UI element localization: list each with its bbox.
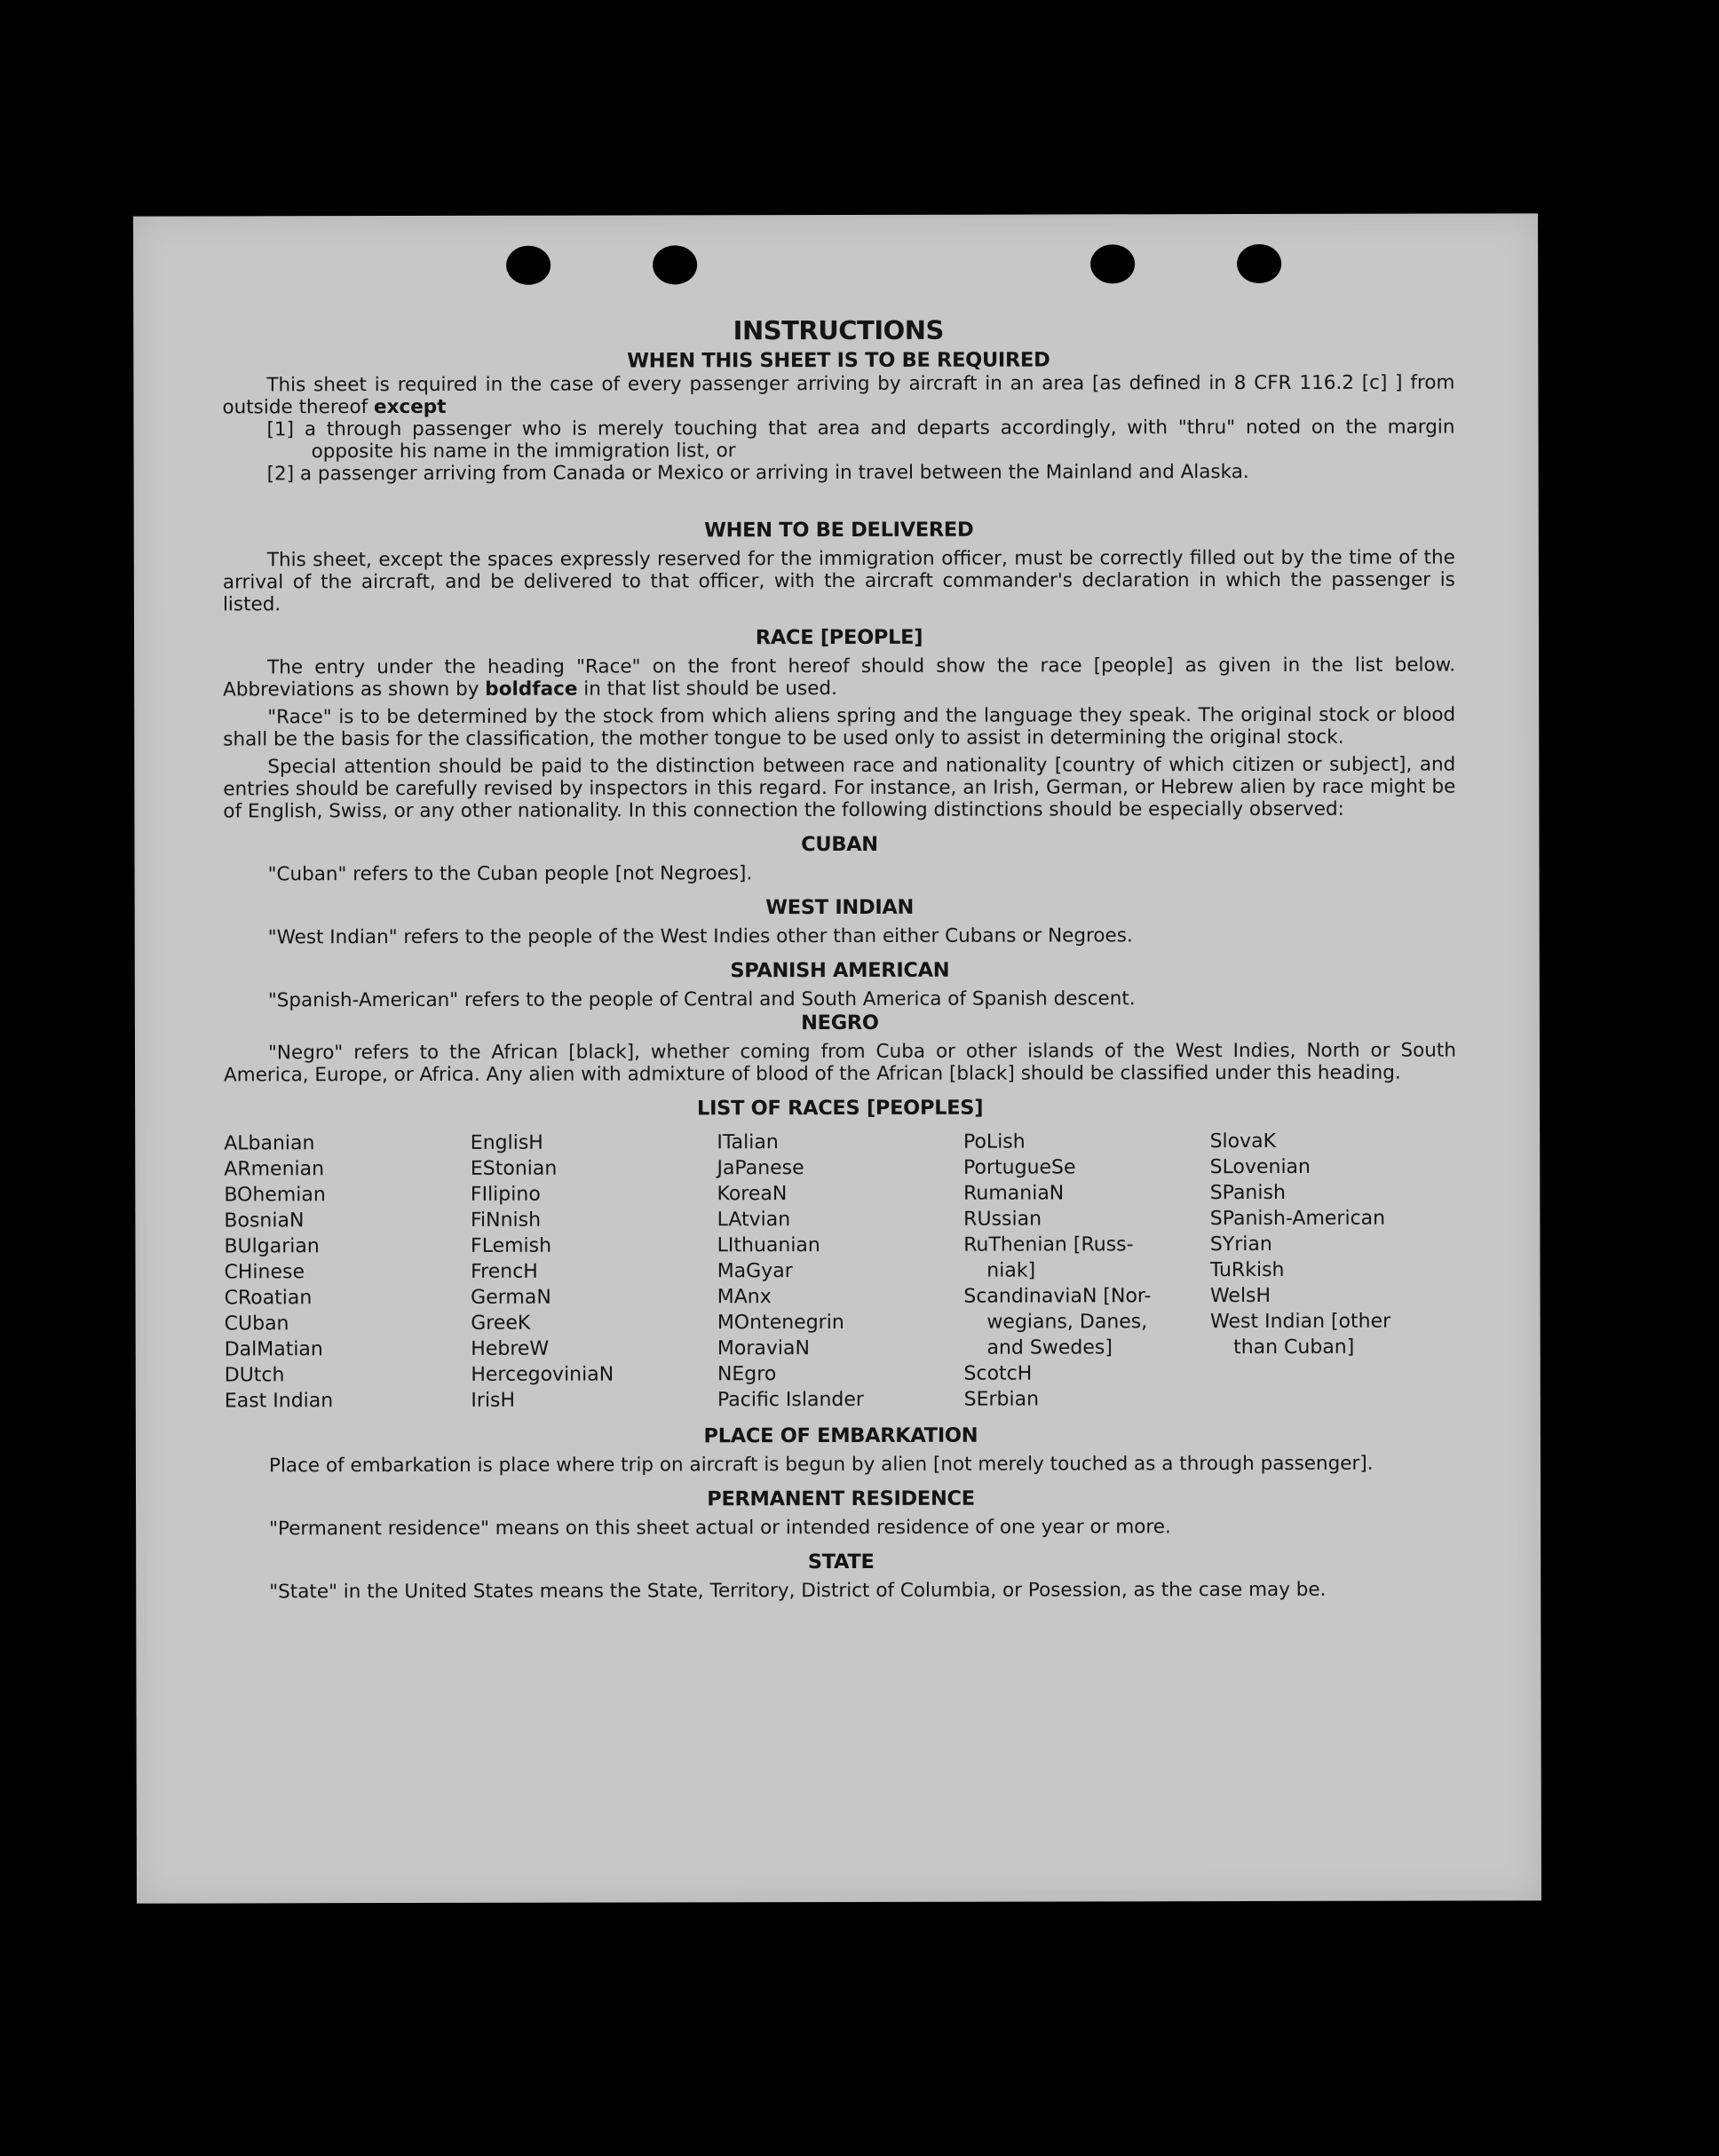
race-entry: MoraviaN [717, 1337, 810, 1360]
race-entry-continuation: and Swedes] [986, 1336, 1113, 1359]
heading-west-indian: WEST INDIAN [765, 895, 915, 920]
west-indian-text: "West Indian" refers to the people of the West Indies other than either Cubans or Negroes. [267, 924, 1133, 949]
heading-cuban: CUBAN [801, 832, 878, 857]
heading-permanent-residence: PERMANENT RESIDENCE [707, 1486, 975, 1511]
race-entry: FIlipino [470, 1183, 541, 1206]
race-paragraph-1: The entry under the heading "Race" on the front hereof should show the race [people] as given in the list below. Abbreviations as shown by boldface in that list should be used. [223, 654, 1456, 701]
race-entry: JaPanese [717, 1157, 804, 1180]
race-entry: RuThenian [Russ- [963, 1233, 1134, 1256]
punch-hole [506, 246, 551, 285]
race-entry: BOhemian [224, 1184, 326, 1207]
race-entry: IrisH [471, 1389, 516, 1412]
race-entry: LIthuanian [717, 1234, 820, 1257]
race-entry: PortugueSe [963, 1156, 1076, 1179]
heading-spanish-american: SPANISH AMERICAN [730, 958, 950, 983]
race-entry: SlovaK [1209, 1130, 1277, 1153]
races-column-1 [224, 1130, 471, 1415]
race-entry: TuRkish [1209, 1258, 1285, 1282]
race-entry: KoreaN [717, 1183, 788, 1206]
race-entry: Pacific Islander [717, 1388, 864, 1412]
race-entry: RUssian [963, 1208, 1042, 1231]
race-entry: ScotcH [963, 1362, 1033, 1385]
race-entry: LAtvian [717, 1209, 791, 1232]
race-entry: East Indian [224, 1390, 334, 1413]
heading-race: RACE [PEOPLE] [755, 625, 923, 650]
race-entry-continuation: niak] [986, 1259, 1036, 1282]
negro-text: "Negro" refers to the African [black], whether coming from Cuba or other islands of the West Indies, North or South America, Europe, or Africa. Any alien with admixture of blood of the African [black] should be classified under this heading. [224, 1039, 1457, 1087]
cuban-text: "Cuban" refers to the Cuban people [not Negroes]. [267, 862, 753, 886]
punch-hole [653, 245, 697, 284]
race-entry: SLovenian [1209, 1155, 1311, 1179]
when-required-intro: This sheet is required in the case of every passenger arriving by aircraft in an area [as defined in 8 CFR 116.2 [c] ] from outside thereof except [222, 371, 1455, 419]
heading-list-of-races: LIST OF RACES [PEOPLES] [697, 1096, 984, 1121]
instructions-content [222, 313, 1457, 1604]
race-entry-continuation: wegians, Danes, [986, 1311, 1148, 1334]
when-delivered-text: This sheet, except the spaces expressly reserved for the immigration officer, must be correctly filled out by the time of the arrival of the aircraft, and be delivered to that officer, with the aircraft commander's declaration in which the passenger is listed. [222, 546, 1455, 616]
race-paragraph-2: "Race" is to be determined by the stock from which aliens spring and the language they speak. The original stock or blood shall be the basis for the classification, the mother tongue to be used only to assist in determining the original stock. [223, 703, 1456, 751]
race-entry: MaGyar [717, 1260, 793, 1283]
state-text: "State" in the United States means the State, Territory, District of Columbia, or Posession, as the case may be. [269, 1578, 1327, 1604]
race-entry: DalMatian [224, 1338, 323, 1361]
race-entry: BosniaN [224, 1209, 305, 1233]
race-entry: FiNnish [470, 1209, 542, 1232]
race-entry: SPanish [1209, 1181, 1286, 1205]
races-column-4 [963, 1129, 1210, 1413]
race-entry: MOntenegrin [717, 1311, 844, 1335]
race-entry: GermaN [471, 1286, 551, 1309]
race-entry: RumaniaN [963, 1182, 1065, 1205]
document-sheet [133, 213, 1541, 1903]
race-entry: WelsH [1209, 1284, 1271, 1308]
heading-state: STATE [807, 1550, 875, 1574]
race-entry: SErbian [963, 1388, 1040, 1411]
heading-embarkation: PLACE OF EMBARKATION [703, 1423, 978, 1448]
race-entry: PoLish [962, 1130, 1026, 1153]
punch-hole [1090, 244, 1135, 283]
race-entry: FLemish [471, 1234, 552, 1257]
spanish-american-text: "Spanish-American" refers to the people of Central and South America of Spanish descent. [267, 987, 1136, 1012]
race-entry: ITalian [717, 1131, 779, 1154]
race-entry: SYrian [1209, 1233, 1272, 1256]
race-entry: CHinese [224, 1261, 305, 1284]
heading-when-delivered: WHEN TO BE DELIVERED [704, 518, 974, 543]
race-entry: West Indian [other [1209, 1310, 1391, 1334]
race-entry: EStonian [470, 1157, 558, 1180]
race-entry: ALbanian [224, 1132, 315, 1155]
race-paragraph-3: Special attention should be paid to the distinction between race and nationality [country of which citizen or subject], and entries should be carefully revised by inspectors in this regard. For instance, an Irish, German, or Hebrew alien by race might be of English, Swiss, or any other nationality. In this connection the following distinctions should be especially observed: [223, 753, 1456, 823]
embarkation-text: Place of embarkation is place where trip on aircraft is begun by alien [not merely touched as a through passenger]. [268, 1452, 1374, 1478]
when-required-item-2: [2] a passenger arriving from Canada or Mexico or arriving in travel between the Mainland and Alaska. [266, 461, 1249, 486]
race-entry: EnglisH [470, 1131, 543, 1154]
race-entry: SPanish-American [1209, 1207, 1386, 1231]
heading-when-required: WHEN THIS SHEET IS TO BE REQUIRED [627, 348, 1050, 373]
race-entry: GreeK [471, 1312, 531, 1335]
races-list [224, 1129, 1457, 1415]
race-entry: ARmenian [224, 1158, 325, 1181]
race-entry: HebreW [471, 1337, 550, 1360]
race-entry: DUtch [224, 1364, 285, 1387]
page-title: INSTRUCTIONS [733, 314, 944, 346]
races-column-3 [717, 1130, 963, 1414]
heading-negro: NEGRO [801, 1011, 879, 1035]
race-entry: FrencH [471, 1260, 538, 1283]
when-required-item-1: [1] a through passenger who is merely touching that area and departs accordingly, with "thru" noted on the margin opposite his name in the immigration list, or [266, 416, 1455, 464]
race-entry: BUlgarian [224, 1235, 320, 1258]
race-entry: NEgro [717, 1363, 777, 1386]
punch-hole [1237, 244, 1281, 283]
race-entry-continuation: than Cuban] [1233, 1336, 1355, 1359]
race-entry: HercegoviniaN [471, 1363, 614, 1386]
races-column-2 [471, 1130, 717, 1414]
races-column-5 [1210, 1129, 1457, 1413]
permanent-residence-text: "Permanent residence" means on this sheet actual or intended residence of one year or more. [269, 1516, 1171, 1541]
race-entry: CRoatian [224, 1287, 313, 1310]
race-entry: ScandinaviaN [Nor- [963, 1285, 1152, 1308]
race-entry: MAnx [717, 1286, 772, 1309]
race-entry: CUban [224, 1312, 289, 1336]
